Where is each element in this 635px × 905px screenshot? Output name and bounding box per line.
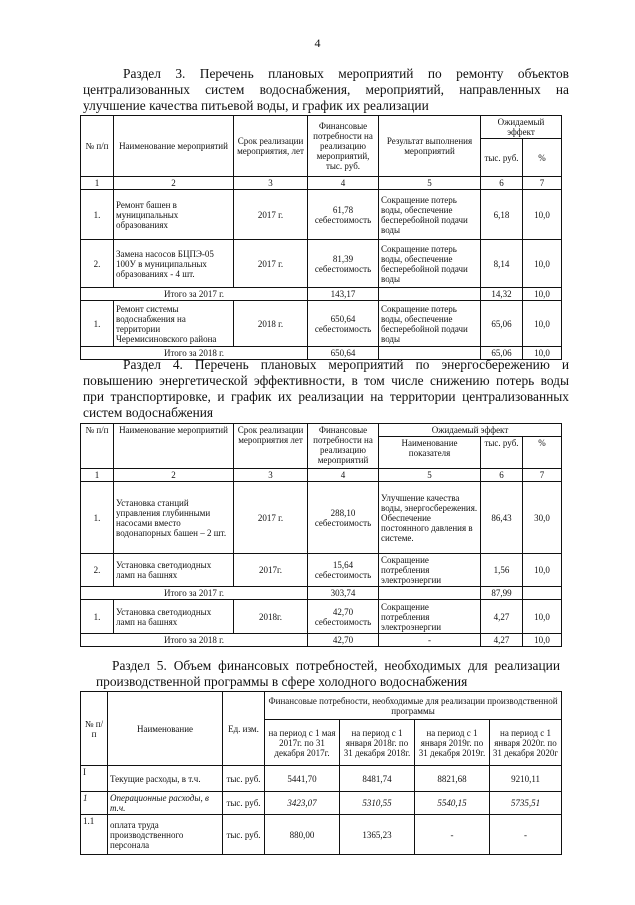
section4-title-line1: Раздел 4. Перечень плановых мероприятий по энергосбережению и (123, 357, 569, 372)
row-unit: тыс. руб. (223, 815, 265, 855)
row-pct: 30,0 (523, 482, 562, 554)
row-result: Сокращение потребления электроэнергии (379, 600, 481, 634)
row-value: 8821,68 (415, 766, 490, 792)
row-pct: 10,0 (523, 301, 562, 347)
row-term: 2017 г. (234, 482, 308, 554)
row-finance: 61,78 себестоимость (308, 190, 379, 240)
row-num: 1. (81, 600, 114, 634)
table-row (81, 301, 562, 347)
row-num: I (81, 766, 108, 792)
row-value: - (490, 815, 562, 855)
s5-header-period-2: на период с 1 января 2018г. по 31 декабря 2018г. (340, 720, 415, 766)
row-name: Замена насосов БЦПЭ-05 100У в муниципальных образованиях - 4 шт. (114, 240, 234, 288)
total-row-2017 (81, 288, 562, 301)
row-finance: 42,70 себестоимость (308, 600, 379, 634)
s3-colnum: 2 (114, 177, 234, 190)
s3-header-effect: Ожидаемый эффект (481, 116, 562, 139)
s5-header-period-4: на период с 1 января 2020г. по 31 декабря 2020г (490, 720, 562, 766)
total-dash: - (379, 634, 481, 647)
row-value: - (415, 815, 490, 855)
total-pct: 10,0 (523, 634, 562, 647)
table-row (81, 792, 562, 815)
row-term: 2018 г. (234, 301, 308, 347)
row-num: 1 (81, 792, 108, 815)
s3-colnum: 7 (523, 177, 562, 190)
s4-colnum: 4 (308, 469, 379, 482)
s3-colnum: 5 (379, 177, 481, 190)
row-name: Операционные расходы, в т.ч. (108, 792, 223, 815)
section3-table (80, 115, 562, 360)
row-rub: 4,27 (481, 600, 523, 634)
row-term: 2017 г. (234, 240, 308, 288)
s4-colnum: 5 (379, 469, 481, 482)
table-row (81, 554, 562, 587)
s3-col-numbers (81, 177, 562, 190)
row-value: 880,00 (265, 815, 340, 855)
row-rub: 6,18 (481, 190, 523, 240)
total-pct (523, 587, 562, 600)
table-row (81, 240, 562, 288)
row-term: 2017г. (234, 554, 308, 587)
s3-colnum: 6 (481, 177, 523, 190)
s4-header-effect-rub: тыс. руб. (481, 437, 523, 469)
row-value: 5441,70 (265, 766, 340, 792)
row-name: оплата труда производственного персонала (108, 815, 223, 855)
s4-colnum: 7 (523, 469, 562, 482)
row-rub: 86,43 (481, 482, 523, 554)
section4-table (80, 423, 562, 647)
total-row-2018 (81, 634, 562, 647)
row-num: 1. (81, 301, 114, 347)
s3-header-effect-pct: % (523, 139, 562, 177)
s3-header-finance: Финансовые потребности на реализацию мероприятий, тыс. руб. (308, 116, 379, 177)
s3-header-term: Срок реализации мероприятия, лет (234, 116, 308, 177)
total-rub: 4,27 (481, 634, 523, 647)
row-num: 1. (81, 482, 114, 554)
row-pct: 10,0 (523, 600, 562, 634)
total-rub: 87,99 (481, 587, 523, 600)
section4-title-line3: при транспортировке, и график их реализации на территории централизованных (83, 389, 569, 404)
section3-title-line1: Раздел 3. Перечень плановых мероприятий по ремонту объектов (123, 66, 569, 81)
s5-header-unit: Ед. изм. (223, 692, 265, 766)
total-row-2017 (81, 587, 562, 600)
s3-header-num: № п/п (81, 116, 114, 177)
total-label: Итого за 2018 г. (81, 347, 308, 360)
row-value: 5540,15 (415, 792, 490, 815)
total-empty (379, 587, 481, 600)
section5-table (80, 691, 562, 855)
row-num: 1.1 (81, 815, 108, 855)
row-pct: 10,0 (523, 240, 562, 288)
row-num: 2. (81, 554, 114, 587)
s4-colnum: 6 (481, 469, 523, 482)
section5-title-line2: производственной программы в сфере холодного водоснабжения (96, 674, 468, 689)
s5-header-period-3: на период с 1 января 2019г. по 31 декабря 2019г. (415, 720, 490, 766)
row-value: 9210,11 (490, 766, 562, 792)
row-result: Сокращение потерь воды, обеспечение бесперебойной подачи воды (379, 240, 481, 288)
row-rub: 1,56 (481, 554, 523, 587)
s4-header-effect: Ожидаемый эффект (379, 424, 562, 437)
table-row (81, 815, 562, 855)
section4-title-line4: систем водоснабжения (83, 405, 214, 420)
s5-header-period-1: на период с 1 мая 2017г. по 31 декабря 2017г. (265, 720, 340, 766)
row-name: Установка светодиодных ламп на башнях (114, 554, 234, 587)
row-value: 5310,55 (340, 792, 415, 815)
section4-title (83, 357, 569, 421)
s4-header-num: № п/п (81, 424, 114, 469)
s4-col-numbers (81, 469, 562, 482)
s3-colnum: 1 (81, 177, 114, 190)
row-finance: 15,64 себестоимость (308, 554, 379, 587)
row-num: 1. (81, 190, 114, 240)
section4-title-line2: повышению энергетической эффективности, в том числе снижению потерь воды (83, 373, 569, 388)
total-label: Итого за 2017 г. (81, 587, 308, 600)
row-result: Сокращение потерь воды, обеспечение бесперебойной подачи воды (379, 301, 481, 347)
total-finance: 303,74 (308, 587, 379, 600)
total-label: Итого за 2017 г. (81, 288, 308, 301)
row-pct: 10,0 (523, 190, 562, 240)
row-rub: 65,06 (481, 301, 523, 347)
row-result: Сокращение потерь воды, обеспечение бесперебойной подачи воды (379, 190, 481, 240)
total-rub: 65,06 (481, 347, 523, 360)
s4-header-term: Срок реализации мероприятия лет (234, 424, 308, 469)
total-pct: 10,0 (523, 347, 562, 360)
row-term: 2017 г. (234, 190, 308, 240)
row-name: Установка станций управления глубинными насосами вместо водонапорных башен – 2 шт. (114, 482, 234, 554)
total-empty (379, 288, 481, 301)
total-finance: 650,64 (308, 347, 379, 360)
s3-header-effect-rub: тыс. руб. (481, 139, 523, 177)
section5-title-line1: Раздел 5. Объем финансовых потребностей, необходимых для реализации (112, 658, 560, 673)
row-value: 1365,23 (340, 815, 415, 855)
s3-header-name: Наименование мероприятий (114, 116, 234, 177)
table-row (81, 766, 562, 792)
table-row (81, 482, 562, 554)
total-finance: 42,70 (308, 634, 379, 647)
row-name: Установка светодиодных ламп на башнях (114, 600, 234, 634)
section3-title-line2: централизованных систем водоснабжения, мероприятий, направленных на (83, 82, 569, 97)
total-finance: 143,17 (308, 288, 379, 301)
row-finance: 288,10 себестоимость (308, 482, 379, 554)
row-unit: тыс. руб. (223, 766, 265, 792)
s4-header-indicator: Наименование показателя (379, 437, 481, 469)
table-row (81, 190, 562, 240)
s4-colnum: 1 (81, 469, 114, 482)
row-rub: 8,14 (481, 240, 523, 288)
total-rub: 14,32 (481, 288, 523, 301)
row-finance: 81,39 себестоимость (308, 240, 379, 288)
section3-title (83, 66, 569, 114)
page-number: 4 (314, 36, 321, 50)
row-pct: 10,0 (523, 554, 562, 587)
s5-header-name: Наименование (108, 692, 223, 766)
row-unit: тыс. руб. (223, 792, 265, 815)
row-value: 5735,51 (490, 792, 562, 815)
row-name: Текущие расходы, в т.ч. (108, 766, 223, 792)
s4-header-finance: Финансовые потребности на реализацию мероприятий (308, 424, 379, 469)
s3-colnum: 3 (234, 177, 308, 190)
row-name: Ремонт системы водоснабжения на территории Черемисиновского района (114, 301, 234, 347)
row-name: Ремонт башен в муниципальных образованиях (114, 190, 234, 240)
total-label: Итого за 2018 г. (81, 634, 308, 647)
row-result: Сокращение потребления электроэнергии (379, 554, 481, 587)
s3-colnum: 4 (308, 177, 379, 190)
row-finance: 650,64 себестоимость (308, 301, 379, 347)
row-term: 2018г. (234, 600, 308, 634)
section3-title-line3: улучшение качества питьевой воды, и график их реализации (83, 98, 429, 113)
total-pct: 10,0 (523, 288, 562, 301)
section5-title (96, 658, 560, 690)
s4-header-name: Наименование мероприятий (114, 424, 234, 469)
s4-header-effect-pct: % (523, 437, 562, 469)
s4-colnum: 2 (114, 469, 234, 482)
row-value: 3423,07 (265, 792, 340, 815)
row-result: Улучшение качества воды, энергосбережения. Обеспечение постоянного давления в системе. (379, 482, 481, 554)
s5-header-num: № п/п (81, 692, 108, 766)
s4-colnum: 3 (234, 469, 308, 482)
s3-header-result: Результат выполнения мероприятий (379, 116, 481, 177)
table-row (81, 600, 562, 634)
row-value: 8481,74 (340, 766, 415, 792)
s5-header-group: Финансовые потребности, необходимые для реализации производственной программы (265, 692, 562, 720)
row-num: 2. (81, 240, 114, 288)
